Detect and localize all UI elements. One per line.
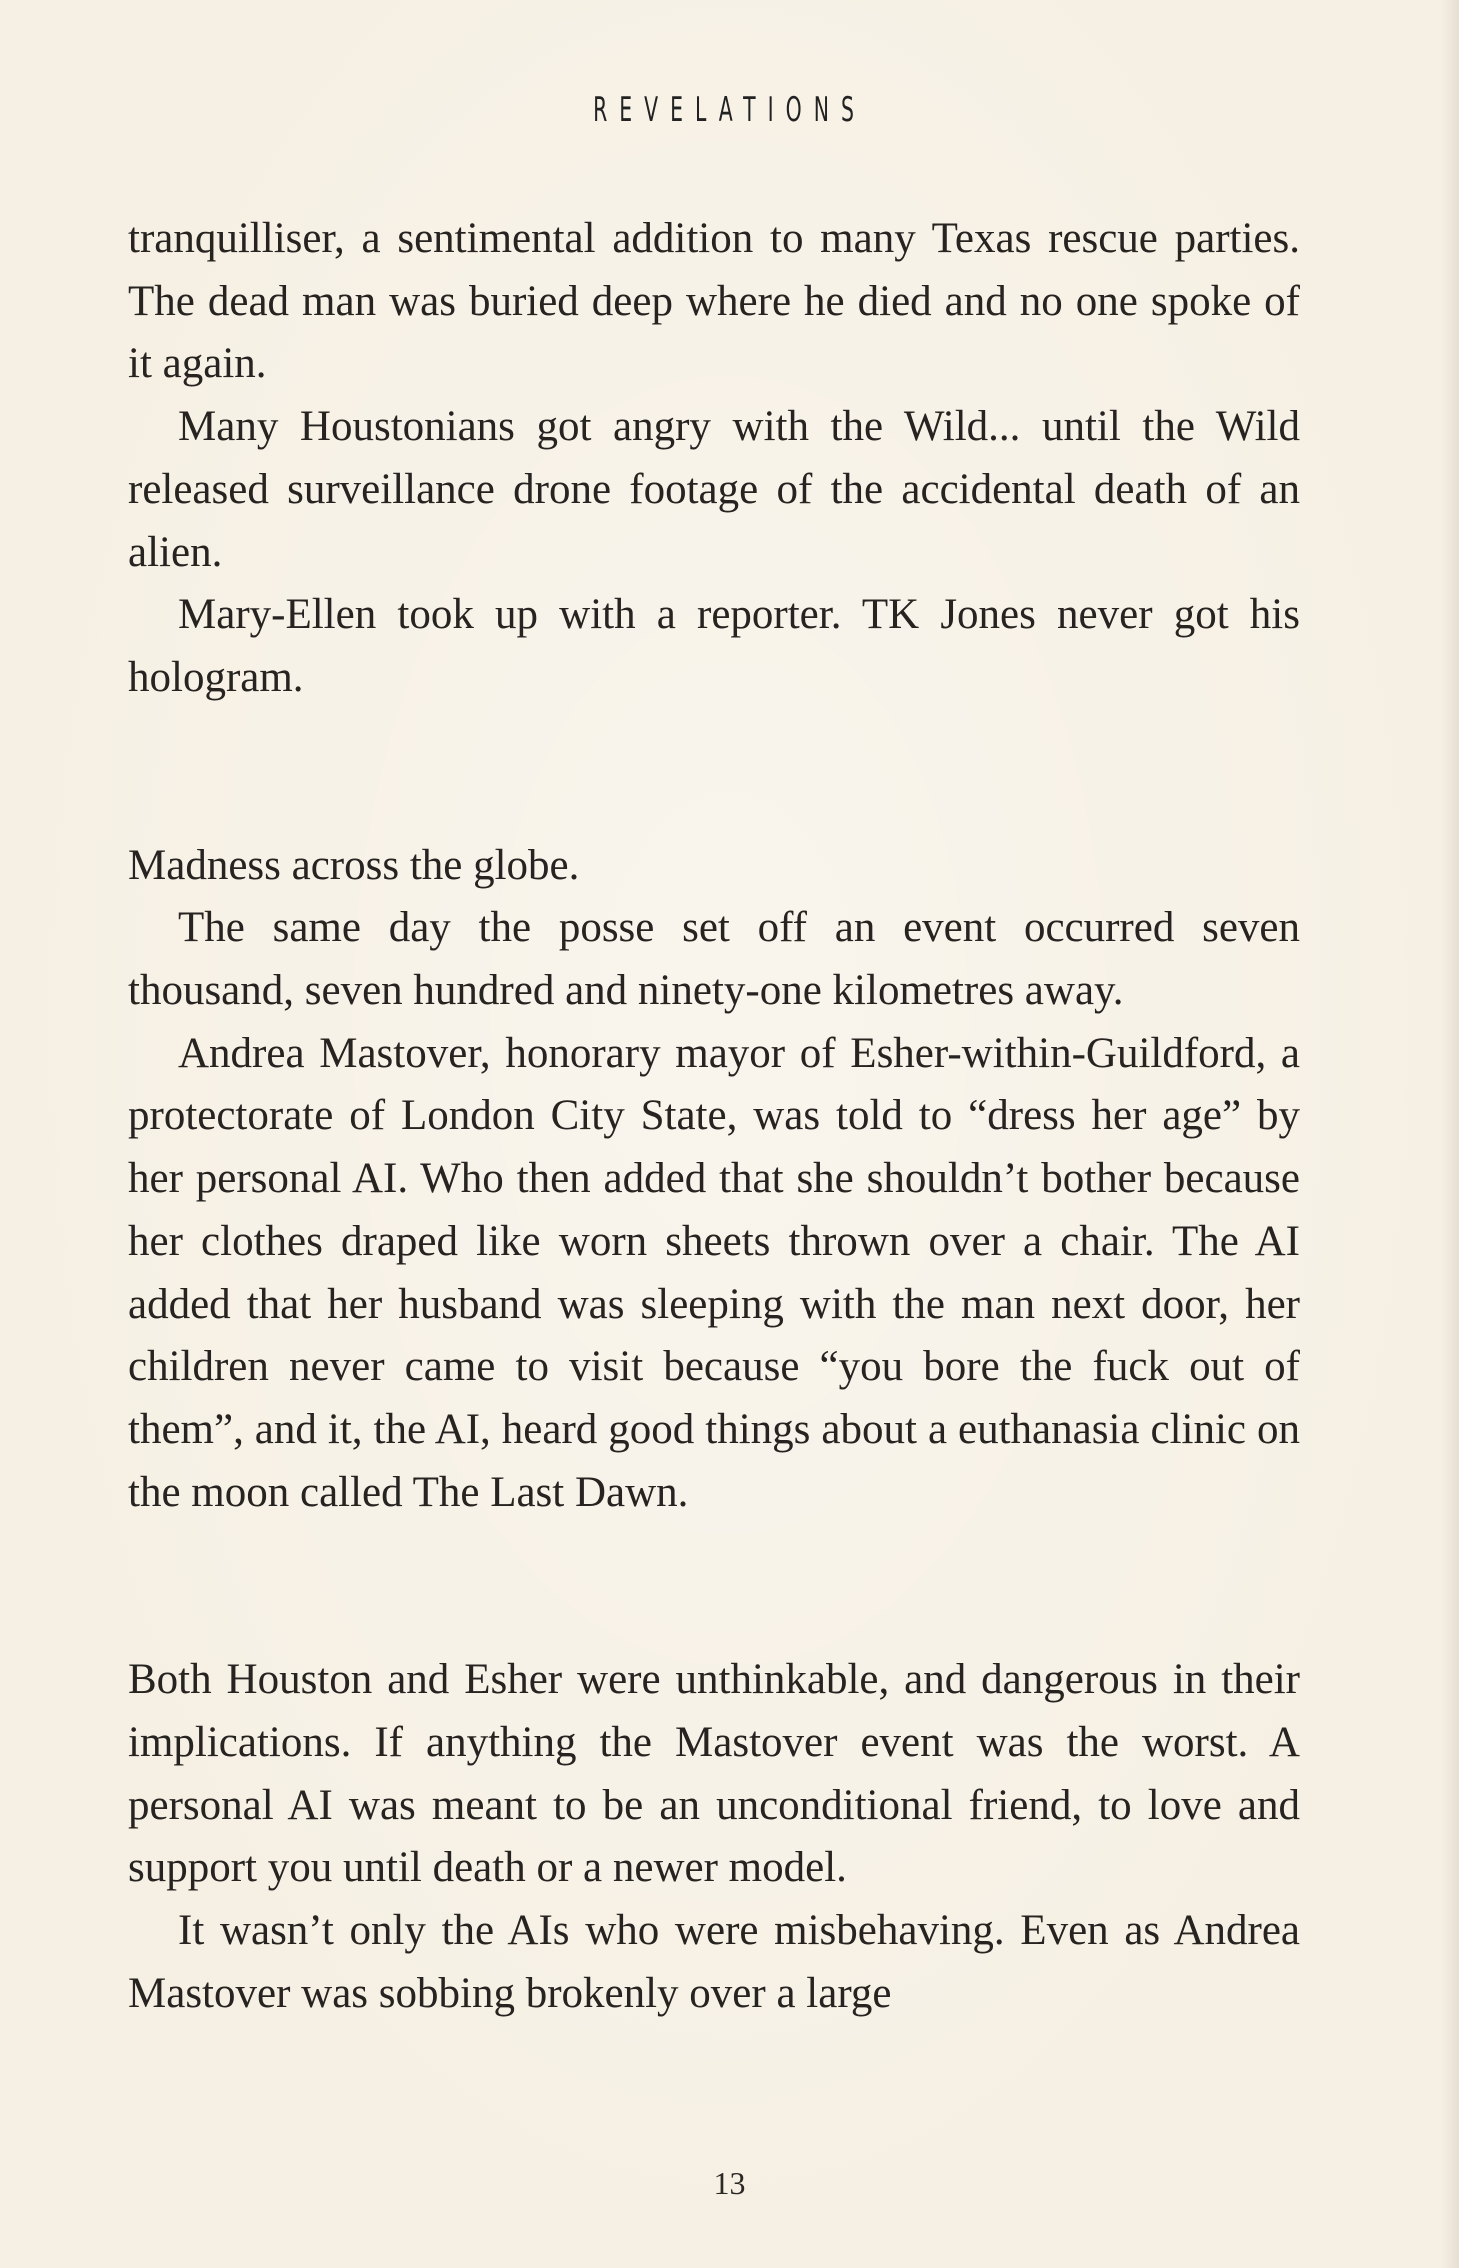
paragraph: tranquilliser, a sentimental addition to many Texas rescue parties. The dead man was buried deep where he died and no one spoke of it again. [128,215,1300,388]
paragraph: The same day the posse set off an event occurred seven thousand, seven hundred and ninety-one kilometres away. [128,904,1300,1015]
page-edge-shadow [1440,0,1459,2268]
paragraph: It wasn’t only the AIs who were misbehaving. Even as Andrea Mastover was sobbing brokenly over a large [128,1907,1300,2017]
section-break [128,1524,1300,1649]
section-break [128,710,1300,835]
paragraph: Mary-Ellen took up with a reporter. TK Jones never got his hologram. [128,591,1300,701]
paragraph: Madness across the globe. [128,841,580,889]
paragraph: Both Houston and Esher were unthinkable, and dangerous in their implications. If anything the Mastover event was the worst. A personal AI was meant to be an unconditional friend, to love and support you until death or a newer model. [128,1656,1300,1892]
paragraph: Many Houstonians got angry with the Wild... until the Wild released surveillance drone footage of the accidental death of an alien. [128,403,1300,576]
paragraph: Andrea Mastover, honorary mayor of Esher-within-Guildford, a protectorate of London City State, was told to “dress her age” by her personal AI. Who then added that she shouldn’t bother because her clothes draped like worn sheets thrown over a chair. The AI added that her husband was sleeping with the man next door, her children never came to visit because “you bore the fuck out of them”, and it, the AI, heard good things about a euthanasia clinic on the moon called The Last Dawn. [128,1029,1300,1516]
running-head: REVELATIONS [593,90,866,130]
page-number: 13 [713,2165,746,2201]
body-text [128,208,1300,2026]
